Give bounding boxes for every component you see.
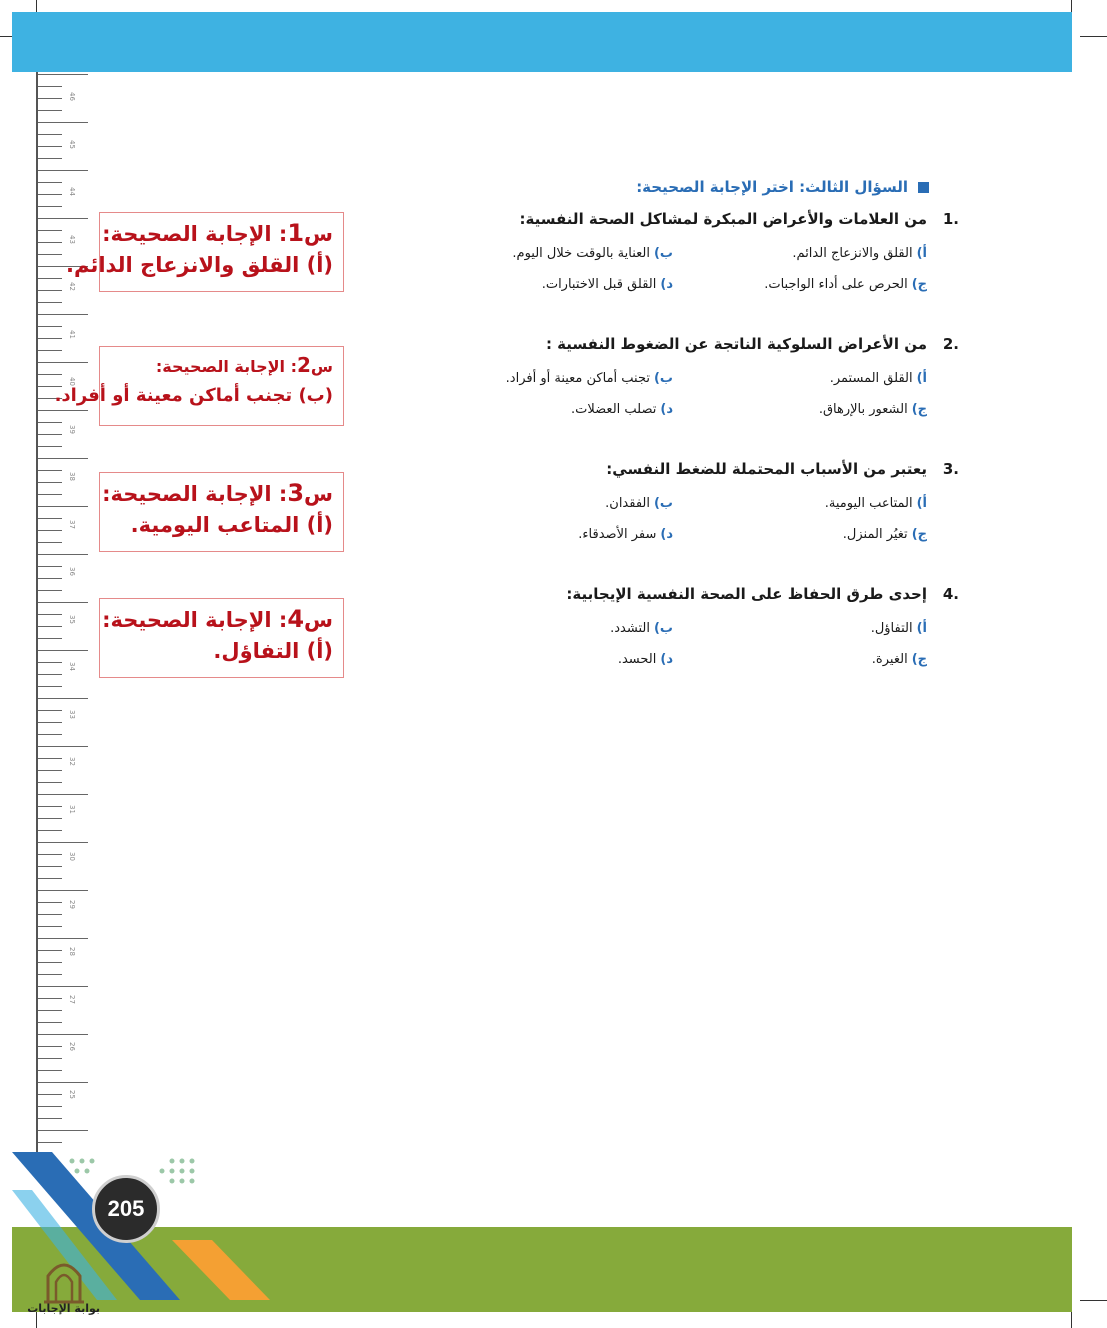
option-c[interactable] — [673, 277, 927, 292]
options-list — [419, 488, 959, 550]
option-letter: ج) — [911, 277, 927, 292]
ruler-tick — [38, 1118, 62, 1119]
options-list — [419, 613, 959, 675]
options-row — [419, 238, 927, 269]
question-stem — [419, 335, 959, 353]
option-b[interactable] — [419, 496, 673, 511]
ruler-tick — [38, 998, 62, 999]
answer-prefix: س — [304, 482, 333, 506]
ruler-tick — [38, 890, 88, 891]
option-text: العناية بالوقت خلال اليوم. — [512, 246, 650, 261]
options-row — [419, 644, 927, 675]
answer-label — [102, 219, 333, 247]
question-stem — [419, 210, 959, 228]
ruler-number: 29 — [68, 899, 76, 909]
ruler-number: 26 — [68, 1042, 76, 1051]
ruler-tick — [38, 482, 62, 483]
ruler-tick — [38, 314, 88, 315]
option-a[interactable] — [673, 246, 927, 261]
ruler-tick — [38, 566, 62, 567]
ruler-number: 44 — [68, 187, 76, 196]
section-title: السؤال الثالث: اختر الإجابة الصحيحة: — [636, 178, 908, 196]
ruler-tick — [38, 662, 62, 663]
ruler-tick — [38, 614, 62, 615]
ruler-tick — [38, 1022, 62, 1023]
ruler-tick — [38, 590, 62, 591]
ruler-tick — [38, 794, 88, 795]
answer-number: 2 — [297, 353, 311, 377]
answer-number: 4 — [287, 605, 305, 633]
option-a[interactable] — [673, 621, 927, 636]
ruler-number: 31 — [68, 804, 76, 814]
ruler-tick — [38, 986, 88, 987]
question-number: .1 — [942, 210, 959, 228]
question-3 — [419, 460, 959, 550]
ruler-tick — [38, 374, 62, 375]
ruler-tick — [38, 1046, 62, 1047]
option-text: القلق قبل الاختبارات. — [541, 277, 657, 292]
question-4 — [419, 585, 959, 675]
option-letter: ج) — [911, 652, 927, 667]
ruler-tick — [38, 758, 62, 759]
ruler-tick — [38, 230, 62, 231]
ruler-tick — [38, 110, 62, 111]
option-letter: أ) — [916, 246, 927, 261]
option-d[interactable] — [419, 527, 673, 542]
answer-text: (أ) التفاؤل. — [213, 639, 333, 663]
ruler-tick — [38, 914, 62, 915]
ruler-tick — [38, 602, 88, 603]
ruler-tick — [38, 326, 62, 327]
ruler-tick — [38, 350, 62, 351]
question-stem — [419, 585, 959, 603]
option-letter: د) — [660, 402, 673, 417]
ruler-number: 39 — [68, 424, 76, 434]
option-c[interactable] — [673, 402, 927, 417]
option-letter: د) — [660, 527, 673, 542]
ruler-tick — [38, 362, 88, 363]
answer-suffix: : الإجابة الصحيحة: — [102, 222, 288, 246]
option-text: الشعور بالإرهاق. — [818, 402, 908, 417]
option-text: المتاعب اليومية. — [824, 496, 913, 511]
ruler-number: 34 — [68, 662, 76, 671]
ruler-number: 27 — [68, 994, 76, 1004]
answer-box-3 — [99, 472, 344, 552]
ruler-number: 28 — [68, 947, 76, 956]
option-letter: د) — [660, 652, 673, 667]
ruler-number: 42 — [68, 282, 76, 291]
answer-label — [102, 605, 333, 633]
option-letter: ج) — [911, 402, 927, 417]
answer-prefix: س — [304, 222, 333, 246]
ruler-tick — [38, 146, 62, 147]
options-row — [419, 269, 927, 300]
options-list — [419, 238, 959, 300]
ruler-tick — [38, 686, 62, 687]
question-stem — [419, 460, 959, 478]
answer-box-4 — [99, 598, 344, 678]
ruler-tick — [38, 158, 62, 159]
ruler-tick — [38, 806, 62, 807]
ruler-tick — [38, 1058, 62, 1059]
question-number: .4 — [942, 585, 959, 603]
answer-text: (ب) تجنب أماكن معينة أو أفراد. — [54, 385, 333, 406]
side-ruler — [36, 72, 96, 1152]
option-b[interactable] — [419, 246, 673, 261]
ruler-tick — [38, 926, 62, 927]
ruler-tick — [38, 674, 62, 675]
ruler-tick — [38, 638, 62, 639]
option-text: سفر الأصدقاء. — [578, 527, 657, 542]
answer-suffix: : الإجابة الصحيحة: — [102, 482, 288, 506]
section-bullet-icon — [918, 182, 929, 193]
page-number: 205 — [92, 1175, 160, 1243]
ruler-tick — [38, 278, 62, 279]
option-text: القلق المستمر. — [829, 371, 913, 386]
ruler-tick — [38, 962, 62, 963]
option-letter: أ) — [916, 371, 927, 386]
question-2 — [419, 335, 959, 425]
ruler-tick — [38, 1106, 62, 1107]
section-heading — [636, 178, 929, 196]
question-1 — [419, 210, 959, 300]
ruler-number: 32 — [68, 757, 76, 766]
ruler-number: 35 — [68, 614, 76, 624]
ruler-tick — [38, 338, 62, 339]
option-text: تجنب أماكن معينة أو أفراد. — [505, 371, 650, 386]
ruler-number: 38 — [68, 472, 76, 481]
option-text: الغيرة. — [871, 652, 908, 667]
ruler-tick — [38, 494, 62, 495]
ruler-tick — [38, 470, 62, 471]
ruler-tick — [38, 218, 88, 219]
answer-prefix: س — [310, 357, 333, 376]
option-text: تغيُر المنزل. — [842, 527, 908, 542]
ruler-tick — [38, 182, 62, 183]
ruler-tick — [38, 1070, 62, 1071]
options-row — [419, 613, 927, 644]
ruler-tick — [38, 74, 88, 75]
ruler-tick — [38, 302, 62, 303]
option-a[interactable] — [673, 371, 927, 386]
option-letter: ب) — [653, 496, 673, 511]
ruler-tick — [38, 446, 62, 447]
ruler-line — [36, 72, 38, 1152]
ruler-number: 30 — [68, 852, 76, 861]
option-text: الحسد. — [617, 652, 657, 667]
ruler-tick — [38, 134, 62, 135]
crop-mark — [1080, 36, 1107, 37]
ruler-tick — [38, 650, 88, 651]
question-text: إحدى طرق الحفاظ على الصحة النفسية الإيجابية: — [566, 585, 927, 603]
ruler-tick — [38, 434, 62, 435]
options-row — [419, 394, 927, 425]
ruler-tick — [38, 122, 88, 123]
options-row — [419, 519, 927, 550]
option-letter: ب) — [653, 246, 673, 261]
question-text: من الأعراض السلوكية الناتجة عن الضغوط النفسية : — [545, 335, 927, 353]
option-c[interactable] — [673, 652, 927, 667]
option-text: تصلب العضلات. — [571, 402, 657, 417]
ruler-tick — [38, 254, 62, 255]
question-text: من العلامات والأعراض المبكرة لمشاكل الصحة النفسية: — [519, 210, 927, 228]
option-letter: أ) — [916, 496, 927, 511]
option-text: التشدد. — [610, 621, 650, 636]
ruler-tick — [38, 518, 62, 519]
options-row — [419, 363, 927, 394]
logo-text: بوابة الإجابات — [27, 1302, 100, 1315]
answer-text: (أ) المتاعب اليومية. — [130, 513, 333, 537]
ruler-number: 45 — [68, 139, 76, 149]
option-letter: د) — [660, 277, 673, 292]
option-b[interactable] — [419, 621, 673, 636]
ruler-tick — [38, 410, 88, 411]
answer-number: 1 — [287, 219, 305, 247]
ruler-tick — [38, 734, 62, 735]
ruler-tick — [38, 770, 62, 771]
ruler-tick — [38, 746, 88, 747]
option-d[interactable] — [419, 277, 673, 292]
ruler-tick — [38, 290, 62, 291]
answer-number: 3 — [287, 479, 305, 507]
option-text: الحرص على أداء الواجبات. — [764, 277, 908, 292]
ruler-tick — [38, 98, 62, 99]
question-number: .3 — [942, 460, 959, 478]
option-text: الفقدان. — [605, 496, 650, 511]
answer-label — [110, 353, 333, 377]
answer-prefix: س — [304, 608, 333, 632]
answer-label — [102, 479, 333, 507]
ruler-tick — [38, 782, 62, 783]
ruler-tick — [38, 1094, 62, 1095]
ruler-tick — [38, 542, 62, 543]
ruler-tick — [38, 626, 62, 627]
option-c[interactable] — [673, 527, 927, 542]
ruler-tick — [38, 842, 88, 843]
option-d[interactable] — [419, 652, 673, 667]
ruler-tick — [38, 506, 88, 507]
question-number: .2 — [942, 335, 959, 353]
question-text: يعتبر من الأسباب المحتملة للضغط النفسي: — [606, 460, 927, 478]
crop-mark — [1080, 1300, 1107, 1301]
ruler-tick — [38, 578, 62, 579]
ruler-tick — [38, 866, 62, 867]
ruler-number: 33 — [68, 709, 76, 719]
ruler-tick — [38, 830, 62, 831]
option-text: القلق والانزعاج الدائم. — [792, 246, 913, 261]
ruler-tick — [38, 902, 62, 903]
ruler-number: 40 — [68, 377, 76, 386]
option-d[interactable] — [419, 402, 673, 417]
ruler-tick — [38, 722, 62, 723]
option-text: التفاؤل. — [870, 621, 913, 636]
ruler-tick — [38, 170, 88, 171]
ruler-tick — [38, 206, 62, 207]
ruler-tick — [38, 950, 62, 951]
options-list — [419, 363, 959, 425]
ruler-tick — [38, 554, 88, 555]
ruler-tick — [38, 1034, 88, 1035]
ruler-tick — [38, 422, 62, 423]
ruler-tick — [38, 818, 62, 819]
ruler-tick — [38, 1130, 88, 1131]
option-b[interactable] — [419, 371, 673, 386]
ruler-tick — [38, 710, 62, 711]
ruler-tick — [38, 194, 62, 195]
options-row — [419, 488, 927, 519]
answer-suffix: : الإجابة الصحيحة: — [155, 357, 297, 376]
ruler-tick — [38, 854, 62, 855]
option-letter: ب) — [653, 621, 673, 636]
option-letter: أ) — [916, 621, 927, 636]
option-letter: ج) — [911, 527, 927, 542]
ruler-tick — [38, 458, 88, 459]
ruler-number: 36 — [68, 567, 76, 576]
ruler-number: 37 — [68, 519, 76, 529]
ruler-tick — [38, 1142, 62, 1143]
ruler-tick — [38, 86, 62, 87]
ruler-tick — [38, 1010, 62, 1011]
ruler-tick — [38, 530, 62, 531]
answer-suffix: : الإجابة الصحيحة: — [102, 608, 288, 632]
option-a[interactable] — [673, 496, 927, 511]
ruler-number: 46 — [68, 92, 76, 101]
gate-logo-icon — [42, 1256, 86, 1304]
ruler-tick — [38, 698, 88, 699]
option-letter: ب) — [653, 371, 673, 386]
ruler-tick — [38, 242, 62, 243]
ruler-number: 25 — [68, 1089, 76, 1099]
ruler-tick — [38, 1082, 88, 1083]
top-color-band — [12, 12, 1072, 72]
answer-text: (أ) القلق والانزعاج الدائم. — [66, 253, 333, 277]
ruler-number: 41 — [68, 329, 76, 339]
ruler-number: 43 — [68, 234, 76, 244]
ruler-tick — [38, 938, 88, 939]
ruler-tick — [38, 974, 62, 975]
ruler-tick — [38, 878, 62, 879]
